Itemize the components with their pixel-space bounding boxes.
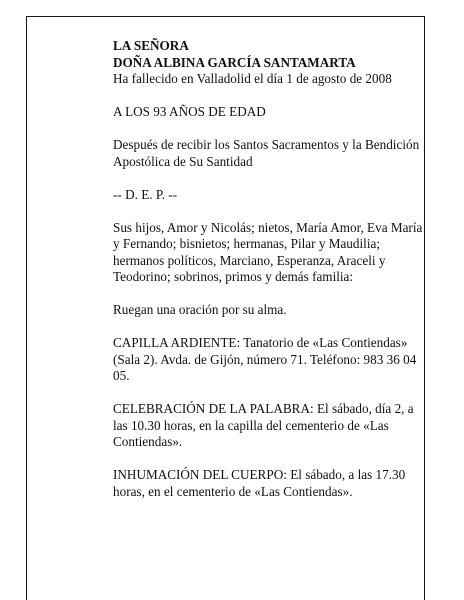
celebration-text: El sábado, día 2, a las 10.30 horas, en la capilla del cementerio de «Las Contiendas».	[113, 401, 414, 449]
dep-line: -- D. E. P. --	[113, 186, 178, 202]
burial-text: El sábado, a las 17.30 horas, en el cementerio de «Las Contiendas».	[113, 467, 406, 499]
prayer-request: Ruegan una oración por su alma.	[113, 302, 287, 317]
chapel-label: CAPILLA ARDIENTE:	[113, 335, 241, 350]
obituary-notice	[113, 38, 423, 517]
deceased-name: DOÑA ALBINA GARCÍA SANTAMARTA	[113, 54, 356, 70]
family-list: Sus hijos, Amor y Nicolás; nietos, María Amor, Eva María y Fernando; bisnietos; hermanas, Pilar y Maudilia; hermanos políticos, Marciano, Esperanza, Araceli y Teodorino; sobrinos, primos y demás familia:	[113, 219, 423, 284]
death-announcement: Ha fallecido en Valladolid el día 1 de agosto de 2008	[113, 71, 392, 86]
celebration-section	[113, 401, 423, 451]
age-line: A LOS 93 AÑOS DE EDAD	[113, 104, 266, 119]
title-line-1: LA SEÑORA	[113, 38, 189, 53]
celebration-label: CELEBRACIÓN DE LA PALABRA:	[113, 401, 314, 416]
notice-header	[113, 38, 423, 88]
burial-label: INHUMACIÓN DEL CUERPO:	[113, 467, 287, 482]
sacraments-line: Después de recibir los Santos Sacramentos y la Bendición Apostólica de Su Santidad	[113, 137, 420, 169]
burial-section	[113, 467, 423, 500]
chapel-text: Tanatorio de «Las Contiendas» (Sala 2). Avda. de Gijón, número 71. Teléfono: 983 36 04 05.	[113, 335, 417, 383]
chapel-section	[113, 335, 423, 385]
